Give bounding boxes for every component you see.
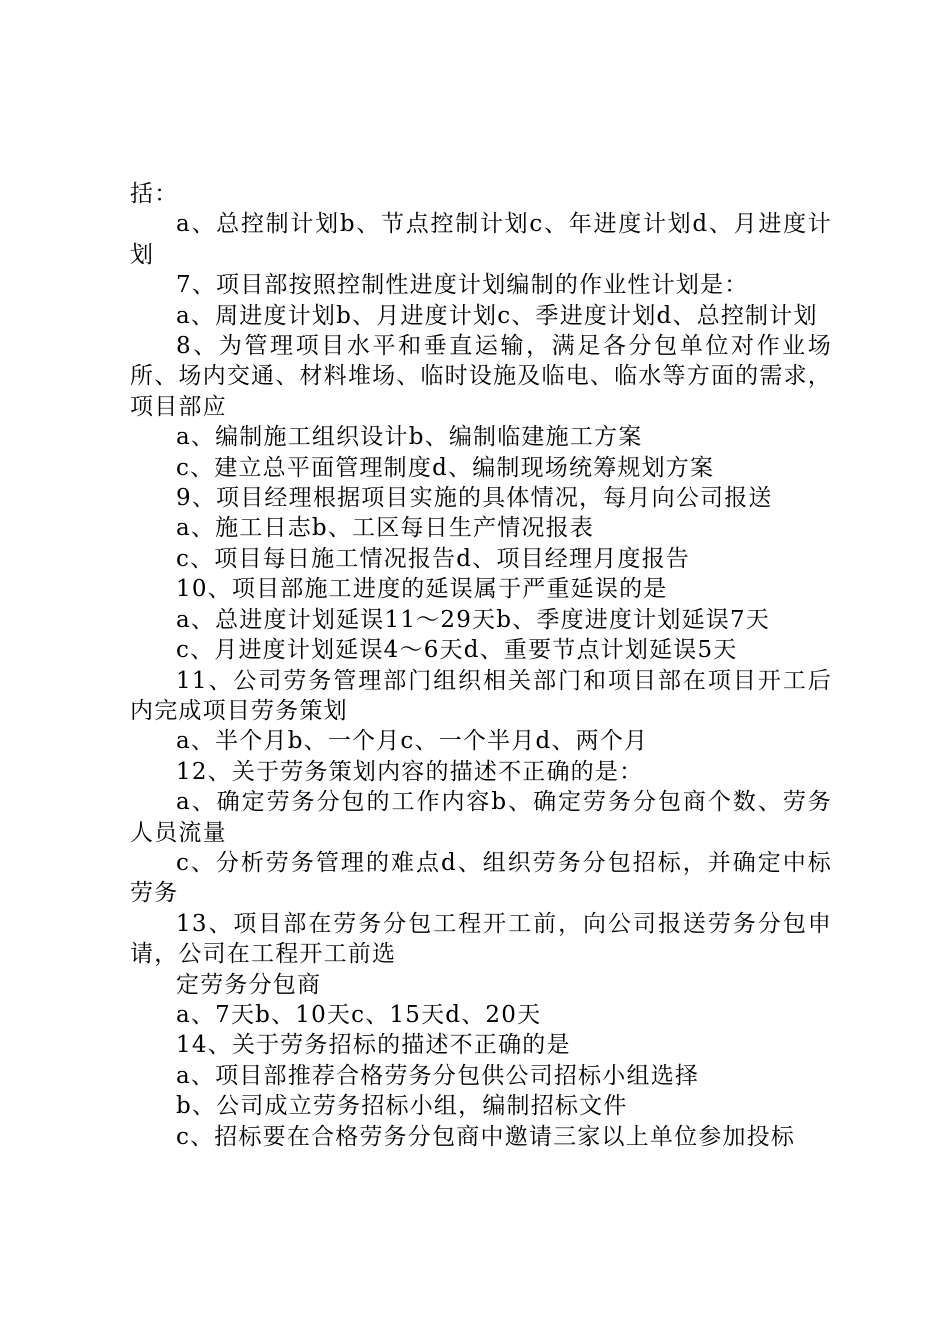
q13-question: 13、项目部在劳务分包工程开工前，向公司报送劳务分包申请，公司在工程开工前选 xyxy=(130,910,832,968)
q7-options: a、周进度计划b、月进度计划c、季进度计划d、总控制计划 xyxy=(176,302,818,329)
q12-options-ab: a、确定劳务分包的工作内容b、确定劳务分包商个数、劳务人员流量 xyxy=(130,789,832,846)
q10-options-ab: a、总进度计划延误11～29天b、季度进度计划延误7天 xyxy=(176,606,771,633)
q8-options-ab: a、编制施工组织设计b、编制临建施工方案 xyxy=(176,424,643,451)
paragraph-continuation: 括： xyxy=(130,181,179,207)
q14-option-c: c、招标要在合格劳务分包商中邀请三家以上单位参加投标 xyxy=(176,1123,796,1150)
q7-question: 7、项目部按照控制性进度计划编制的作业性计划是： xyxy=(176,272,749,299)
q8-options-cd: c、建立总平面管理制度d、编制现场统筹规划方案 xyxy=(176,454,715,481)
q9-options-cd: c、项目每日施工情况报告d、项目经理月度报告 xyxy=(176,545,691,572)
q10-options-cd: c、月进度计划延误4～6天d、重要节点计划延误5天 xyxy=(176,637,738,664)
q12-question: 12、关于劳务策划内容的描述不正确的是： xyxy=(176,758,644,785)
q11-question: 11、公司劳务管理部门组织相关部门和项目部在项目开工后内完成项目劳务策划 xyxy=(130,667,832,724)
q13-question-cont: 定劳务分包商 xyxy=(176,971,322,998)
q9-options-ab: a、施工日志b、工区每日生产情况报表 xyxy=(176,515,595,542)
q13-options: a、7天b、10天c、15天d、20天 xyxy=(176,1001,542,1028)
q14-question: 14、关于劳务招标的描述不正确的是 xyxy=(176,1032,571,1059)
q9-question: 9、项目经理根据项目实施的具体情况，每月向公司报送 xyxy=(176,485,773,512)
document-body xyxy=(130,179,832,1152)
q6-options: a、总控制计划b、节点控制计划c、年进度计划d、月进度计划 xyxy=(130,211,832,268)
q8-question: 8、为管理项目水平和垂直运输，满足各分包单位对作业场所、场内交通、材料堆场、临时设施及临电、临水等方面的需求，项目部应 xyxy=(130,333,832,420)
q10-question: 10、项目部施工进度的延误属于严重延误的是 xyxy=(176,576,668,603)
q12-options-cd: c、分析劳务管理的难点d、组织劳务分包招标，并确定中标劳务 xyxy=(130,849,832,907)
q14-option-b: b、公司成立劳务招标小组，编制招标文件 xyxy=(176,1093,628,1120)
q14-option-a: a、项目部推荐合格劳务分包供公司招标小组选择 xyxy=(176,1062,700,1089)
q11-options: a、半个月b、一个月c、一个半月d、两个月 xyxy=(176,728,649,755)
